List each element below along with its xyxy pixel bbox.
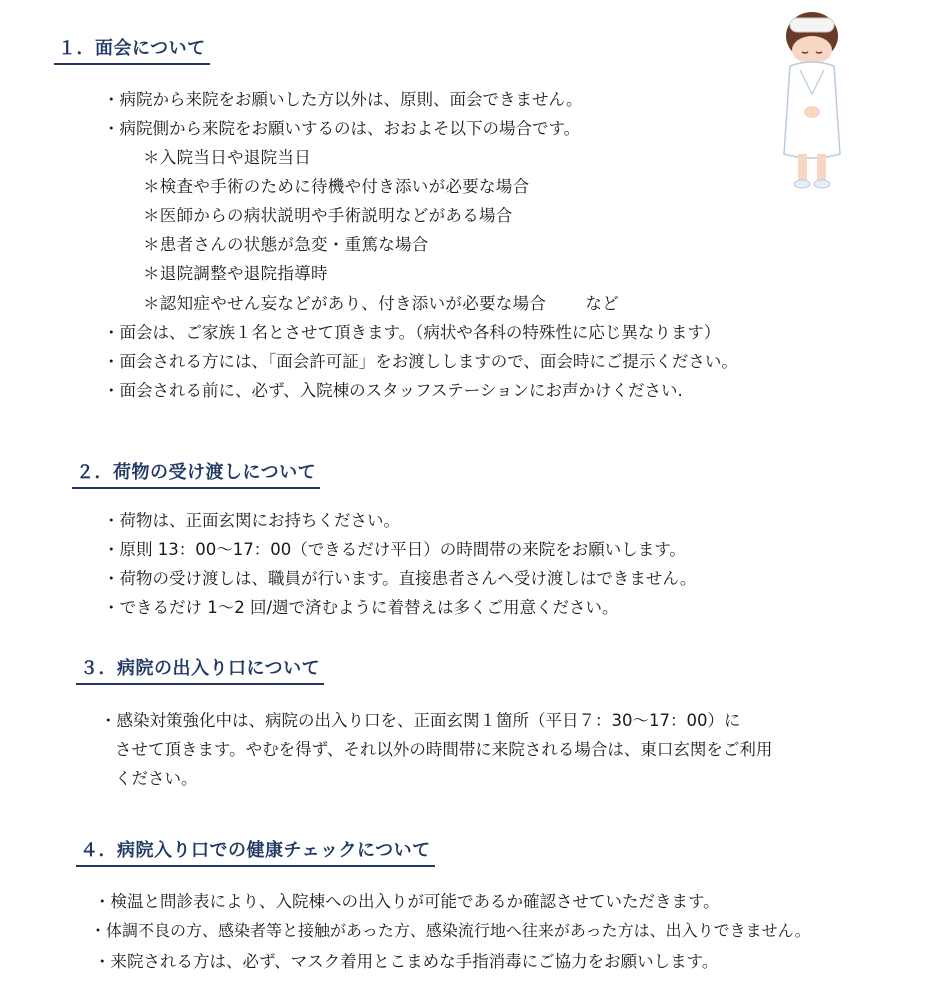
section-1-item: ・面会される前に、必ず、入院棟のスタッフステーションにお声かけください.: [103, 381, 683, 400]
section-3-item-continued: させて頂きます。やむを得ず、それ以外の時間帯に来院される場合は、東口玄関をご利用: [115, 740, 773, 759]
section-4-heading: ４．病院入り口での健康チェックについて: [76, 836, 435, 867]
section-2-heading: ２．荷物の受け渡しについて: [72, 458, 320, 489]
section-1-heading: １．面会について: [54, 34, 210, 65]
section-1-item: ・病院側から来院をお願いするのは、おおよそ以下の場合です。: [103, 119, 581, 138]
section-1-item: ・面会は、ご家族１名とさせて頂きます。（病状や各科の特殊性に応じ異なります）: [103, 323, 721, 342]
section-3-item-continued: ください。: [115, 769, 198, 788]
section-4-item: ・来院される方は、必ず、マスク着用とこまめな手指消毒にご協力をお願いします。: [94, 952, 719, 971]
section-2-item: ・原則 13：00～17：00（できるだけ平日）の時間帯の来院をお願いします。: [103, 540, 686, 559]
section-1-subitem: ＊医師からの病状説明や手術説明などがある場合: [143, 206, 513, 225]
section-1-item: ・面会される方には、「面会許可証」をお渡ししますので、面会時にご提示ください。: [103, 352, 738, 371]
section-1-subitem: ＊認知症やせん妄などがあり、付き添いが必要な場合 など: [143, 294, 619, 313]
section-1-subitem: ＊退院調整や退院指導時: [143, 264, 328, 283]
nurse-bowing-illustration: [768, 4, 858, 194]
section-1-subitem: ＊患者さんの状態が急変・重篤な場合: [143, 235, 429, 254]
section-1-subitem: ＊入院当日や退院当日: [143, 148, 311, 167]
section-4-item: ・体調不良の方、感染者等と接触があった方、感染流行地へ往来があった方は、出入りできません。: [90, 921, 811, 940]
section-2-item: ・できるだけ 1～2 回/週で済むように着替えは多くご用意ください。: [103, 598, 619, 617]
section-1-subitem: ＊検査や手術のために待機や付き添いが必要な場合: [143, 177, 530, 196]
section-3-heading: ３．病院の出入り口について: [76, 654, 324, 685]
section-3-item: ・感染対策強化中は、病院の出入り口を、正面玄関１箇所（平日７：30～17：00）に: [100, 711, 741, 730]
section-2-item: ・荷物は、正面玄関にお持ちください。: [103, 511, 400, 530]
section-2-item: ・荷物の受け渡しは、職員が行います。直接患者さんへ受け渡しはできません。: [103, 569, 697, 588]
section-4-item: ・検温と問診表により、入院棟への出入りが可能であるか確認させていただきます。: [94, 892, 720, 911]
section-1-item: ・病院から来院をお願いした方以外は、原則、面会できません。: [103, 90, 583, 109]
